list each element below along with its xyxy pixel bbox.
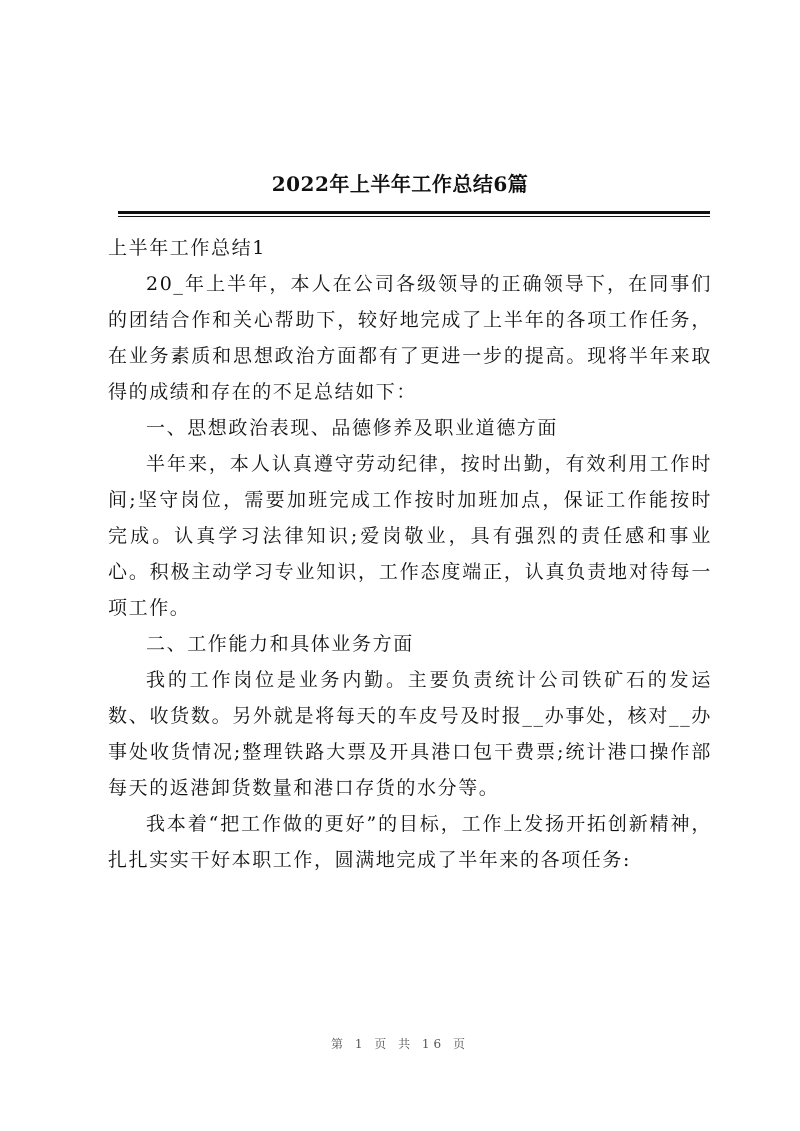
paragraph-intro: 20_年上半年，本人在公司各级领导的正确领导下，在同事们的团结合作和关心帮助下，较好地完成了上半年的各项工作任务，在业务素质和思想政治方面都有了更进一步的提高。现将半年来取得的成绩和存在的不足总结如下： [108, 273, 712, 403]
paragraph-goal: 我本着“把工作做的更好”的目标，工作上发扬开拓创新精神，扎扎实实干好本职工作，圆满地完成了半年来的各项任务: [108, 813, 712, 871]
title-underline-thin [118, 216, 710, 217]
section-heading: 上半年工作总结1 [108, 237, 266, 259]
subheading-political: 一、思想政治表现、品德修养及职业道德方面 [146, 417, 559, 439]
paragraph-political: 半年来，本人认真遵守劳动纪律，按时出勤，有效利用工作时间;坚守岗位，需要加班完成工作按时加班加点，保证工作能按时完成。认真学习法律知识;爱岗敬业，具有强烈的责任感和事业心。积极主动学习专业知识，工作态度端正，认真负责地对待每一项工作。 [108, 453, 712, 619]
page-number-footer: 第 1 页 共 16 页 [331, 1037, 469, 1051]
title-underline-thick [118, 211, 710, 214]
subheading-work-ability: 二、工作能力和具体业务方面 [146, 633, 414, 655]
paragraph-work-duties: 我的工作岗位是业务内勤。主要负责统计公司铁矿石的发运数、收货数。另外就是将每天的车皮号及时报__办事处，核对__办事处收货情况;整理铁路大票及开具港口包干费票;统计港口操作部每天的返港卸货数量和港口存货的水分等。 [108, 669, 712, 799]
document-title: 2022年上半年工作总结6篇 [271, 172, 529, 196]
document-body [108, 230, 712, 878]
